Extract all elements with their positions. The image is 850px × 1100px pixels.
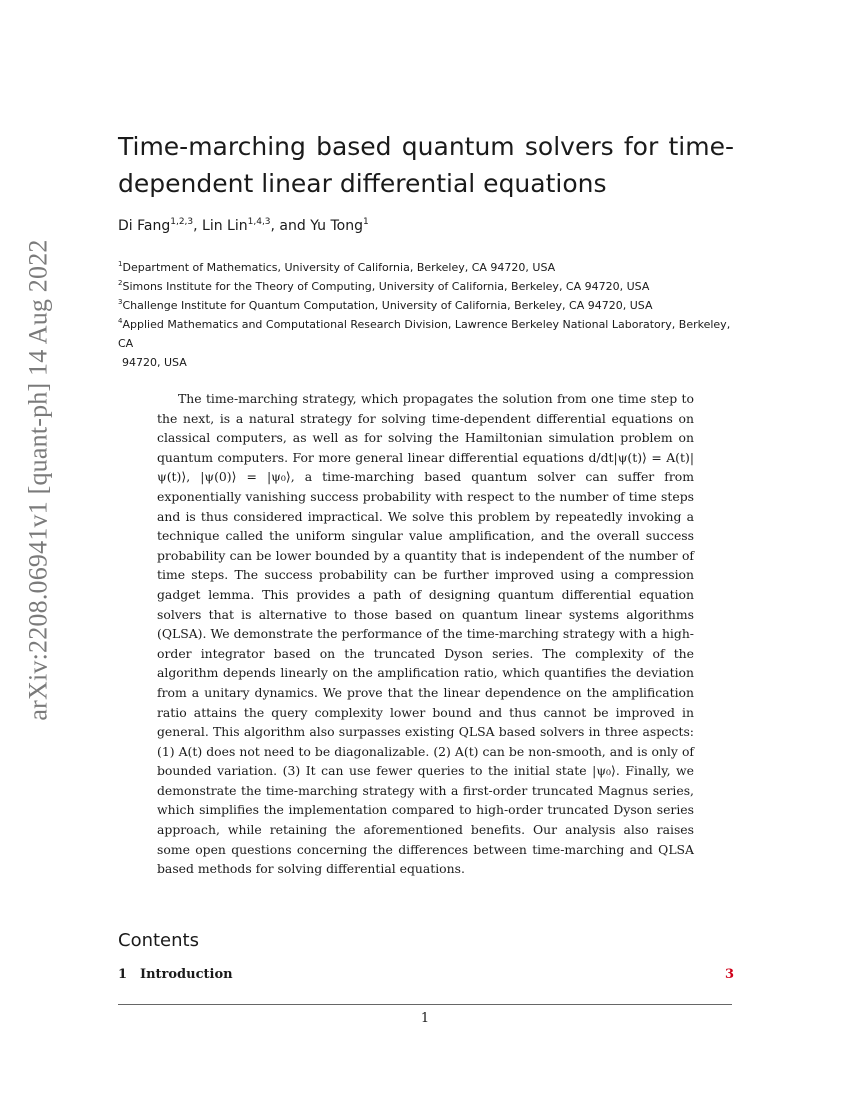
affiliation-text: Applied Mathematics and Computational Research Division, Lawrence Berkeley National Laboratory, Berkeley, CA [118,318,731,350]
author-affiliation-marker: 1,4,3 [247,217,271,227]
arxiv-identifier-stamp [19,239,59,721]
affiliation-item [118,296,736,315]
author-separator: , [193,218,203,234]
affiliation-item [118,277,736,296]
arxiv-identifier-text: arXiv:2208.06941v1 [quant-ph] 14 Aug 2022 [24,239,54,721]
abstract-text: The time-marching strategy, which propagates the solution from one time step to the next, is a natural strategy for solving time-dependent differential equations on classical computers, as well as for solving the Hamiltonian simulation problem on quantum computers. For more general linear differential equations [157,391,694,465]
author-name: Yu Tong [310,218,364,234]
affiliation-number: 3 [118,298,123,306]
affiliation-list [118,258,736,372]
affiliation-item [118,258,736,277]
affiliation-text: Department of Mathematics, University of California, Berkeley, CA 94720, USA [122,261,556,274]
author-name: Di Fang [118,218,171,234]
abstract-text: , a time-marching based quantum solver can suffer from exponentially vanishing success probability with respect to the number of time steps and is thus considered impractical. We solve this problem by repeatedly invoking a technique called the uniform singular value amplification, and the overall success probability can be lower bounded by a quantity that is independent of the number of time steps. The success probability can be further improved using a compression gadget lemma. This provides a path of designing quantum differential equation solvers that is alternative to those based on quantum linear systems algorithms (QLSA). We demonstrate the performance of the time-marching strategy with a high-order integrator based on the truncated Dyson series. The complexity of the algorithm depends linearly on the amplification ratio, which quantifies the deviation from a unitary dynamics. We prove that the linear dependence on the amplification ratio attains the query complexity lower bound and thus cannot be improved in general. This algorithm also surpasses existing QLSA based solvers in three aspects: (1) A(t) does not need to be diagonalizable. (2) A(t) can be non-smooth, and is only of bounded variation. (3) It can use fewer queries to the initial state |ψ₀⟩. Finally, we demonstrate the time-marching strategy with a first-order truncated Magnus series, which simplifies the implementation compared to high-order truncated Dyson series approach, while retaining the aforementioned benefits. Our analysis also raises some open questions concerning the differences between time-marching and QLSA based methods for solving differential equations. [157,469,694,877]
toc-page-link[interactable]: 3 [724,967,734,982]
affiliation-item [118,315,736,353]
page-number: 1 [420,1011,430,1026]
author-name: Lin Lin [202,218,248,234]
author-affiliation-marker: 1 [363,217,369,227]
affiliation-number: 2 [118,279,123,287]
author-affiliation-marker: 1,2,3 [170,217,194,227]
abstract [157,389,694,879]
affiliation-text: Simons Institute for the Theory of Computing, University of California, Berkeley, CA 94720, USA [122,280,650,293]
affiliation-text: Challenge Institute for Quantum Computation, University of California, Berkeley, CA 94720, USA [122,299,653,312]
bottom-divider [118,1004,732,1005]
affiliation-number: 1 [118,260,123,268]
abstract-equation: d/dt|ψ(t)⟩ = A(t)|ψ(t)⟩, |ψ(0)⟩ = |ψ₀⟩ [157,449,694,485]
affiliation-number: 4 [118,317,123,325]
contents-heading: Contents [118,930,199,951]
affiliation-continuation: 94720, USA [122,356,187,369]
toc-entry[interactable] [118,967,734,987]
toc-section-title[interactable]: Introduction [140,967,233,982]
author-separator: , and [270,218,311,234]
toc-section-number: 1 [118,967,128,982]
paper-title: Time-marching based quantum solvers for time-dependent linear differential equations [118,132,734,198]
author-list [118,218,369,234]
